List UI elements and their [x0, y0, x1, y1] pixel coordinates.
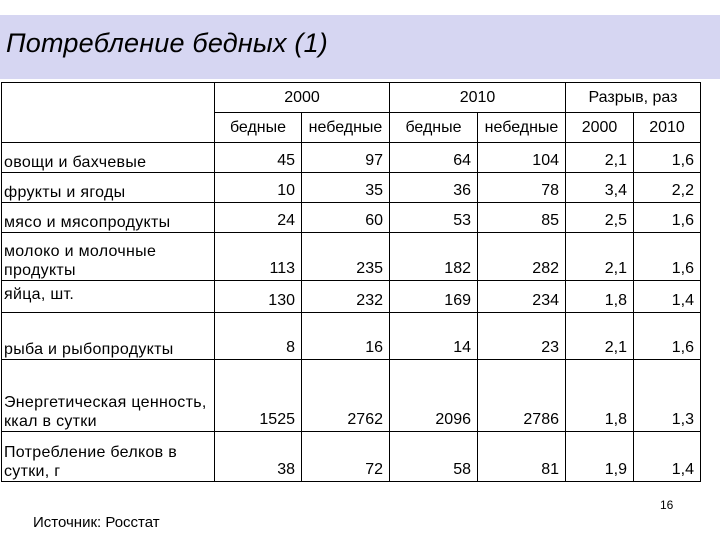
cell-nonpoor-2010: 81 — [478, 432, 566, 482]
cell-poor-2010: 169 — [390, 281, 478, 313]
cell-poor-2010: 36 — [390, 173, 478, 203]
cell-gap-2010: 1,6 — [634, 233, 701, 281]
table-row — [2, 313, 701, 360]
row-label: Энергетическая ценность, ккал в сутки — [2, 360, 215, 432]
header-nonpoor-2010: небедные — [478, 113, 566, 143]
row-label: овощи и бахчевые — [2, 143, 215, 173]
header-poor-2010: бедные — [390, 113, 478, 143]
header-year-2010: 2010 — [390, 83, 566, 113]
header-gap: Разрыв, раз — [566, 83, 701, 113]
row-label: Потребление белков в сутки, г — [2, 432, 215, 482]
cell-gap-2010: 1,6 — [634, 143, 701, 173]
cell-gap-2010: 2,2 — [634, 173, 701, 203]
cell-gap-2000: 1,9 — [566, 432, 634, 482]
cell-poor-2000: 113 — [215, 233, 302, 281]
row-label: яйца, шт. — [2, 281, 215, 313]
row-label: фрукты и ягоды — [2, 173, 215, 203]
cell-nonpoor-2000: 16 — [302, 313, 390, 360]
cell-poor-2010: 182 — [390, 233, 478, 281]
cell-poor-2000: 130 — [215, 281, 302, 313]
row-label: рыба и рыбопродукты — [2, 313, 215, 360]
cell-gap-2000: 1,8 — [566, 281, 634, 313]
cell-nonpoor-2010: 282 — [478, 233, 566, 281]
cell-gap-2010: 1,3 — [634, 360, 701, 432]
table-row — [2, 360, 701, 432]
cell-gap-2000: 3,4 — [566, 173, 634, 203]
cell-nonpoor-2010: 78 — [478, 173, 566, 203]
cell-nonpoor-2000: 235 — [302, 233, 390, 281]
cell-poor-2000: 10 — [215, 173, 302, 203]
cell-nonpoor-2000: 2762 — [302, 360, 390, 432]
cell-gap-2000: 2,1 — [566, 313, 634, 360]
page-number: 16 — [660, 498, 674, 512]
cell-poor-2000: 1525 — [215, 360, 302, 432]
cell-poor-2000: 24 — [215, 203, 302, 233]
cell-nonpoor-2010: 85 — [478, 203, 566, 233]
header-row-years — [2, 83, 701, 113]
cell-nonpoor-2000: 60 — [302, 203, 390, 233]
cell-poor-2010: 53 — [390, 203, 478, 233]
header-gap-2000: 2000 — [566, 113, 634, 143]
cell-nonpoor-2000: 35 — [302, 173, 390, 203]
cell-nonpoor-2000: 97 — [302, 143, 390, 173]
cell-nonpoor-2010: 104 — [478, 143, 566, 173]
header-empty-cell — [2, 83, 215, 143]
cell-poor-2000: 8 — [215, 313, 302, 360]
cell-gap-2010: 1,6 — [634, 313, 701, 360]
cell-poor-2000: 38 — [215, 432, 302, 482]
row-label: мясо и мясопродукты — [2, 203, 215, 233]
cell-gap-2000: 2,1 — [566, 233, 634, 281]
cell-poor-2010: 14 — [390, 313, 478, 360]
table-row — [2, 173, 701, 203]
table-row — [2, 143, 701, 173]
cell-poor-2010: 2096 — [390, 360, 478, 432]
header-gap-2010: 2010 — [634, 113, 701, 143]
slide-title: Потребление бедных (1) — [6, 28, 328, 58]
cell-gap-2010: 1,4 — [634, 432, 701, 482]
table-row — [2, 233, 701, 281]
header-poor-2000: бедные — [215, 113, 302, 143]
cell-gap-2000: 1,8 — [566, 360, 634, 432]
cell-nonpoor-2000: 232 — [302, 281, 390, 313]
cell-nonpoor-2010: 234 — [478, 281, 566, 313]
cell-nonpoor-2000: 72 — [302, 432, 390, 482]
cell-poor-2000: 45 — [215, 143, 302, 173]
source-note: Источник: Росстат — [33, 514, 160, 531]
row-label: молоко и молочные продукты — [2, 233, 215, 281]
header-year-2000: 2000 — [215, 83, 390, 113]
cell-gap-2000: 2,5 — [566, 203, 634, 233]
table-row — [2, 203, 701, 233]
cell-poor-2010: 64 — [390, 143, 478, 173]
header-nonpoor-2000: небедные — [302, 113, 390, 143]
cell-nonpoor-2010: 23 — [478, 313, 566, 360]
cell-gap-2010: 1,6 — [634, 203, 701, 233]
table-row — [2, 432, 701, 482]
consumption-table — [1, 82, 701, 482]
cell-gap-2000: 2,1 — [566, 143, 634, 173]
cell-nonpoor-2010: 2786 — [478, 360, 566, 432]
table-row — [2, 281, 701, 313]
cell-gap-2010: 1,4 — [634, 281, 701, 313]
cell-poor-2010: 58 — [390, 432, 478, 482]
